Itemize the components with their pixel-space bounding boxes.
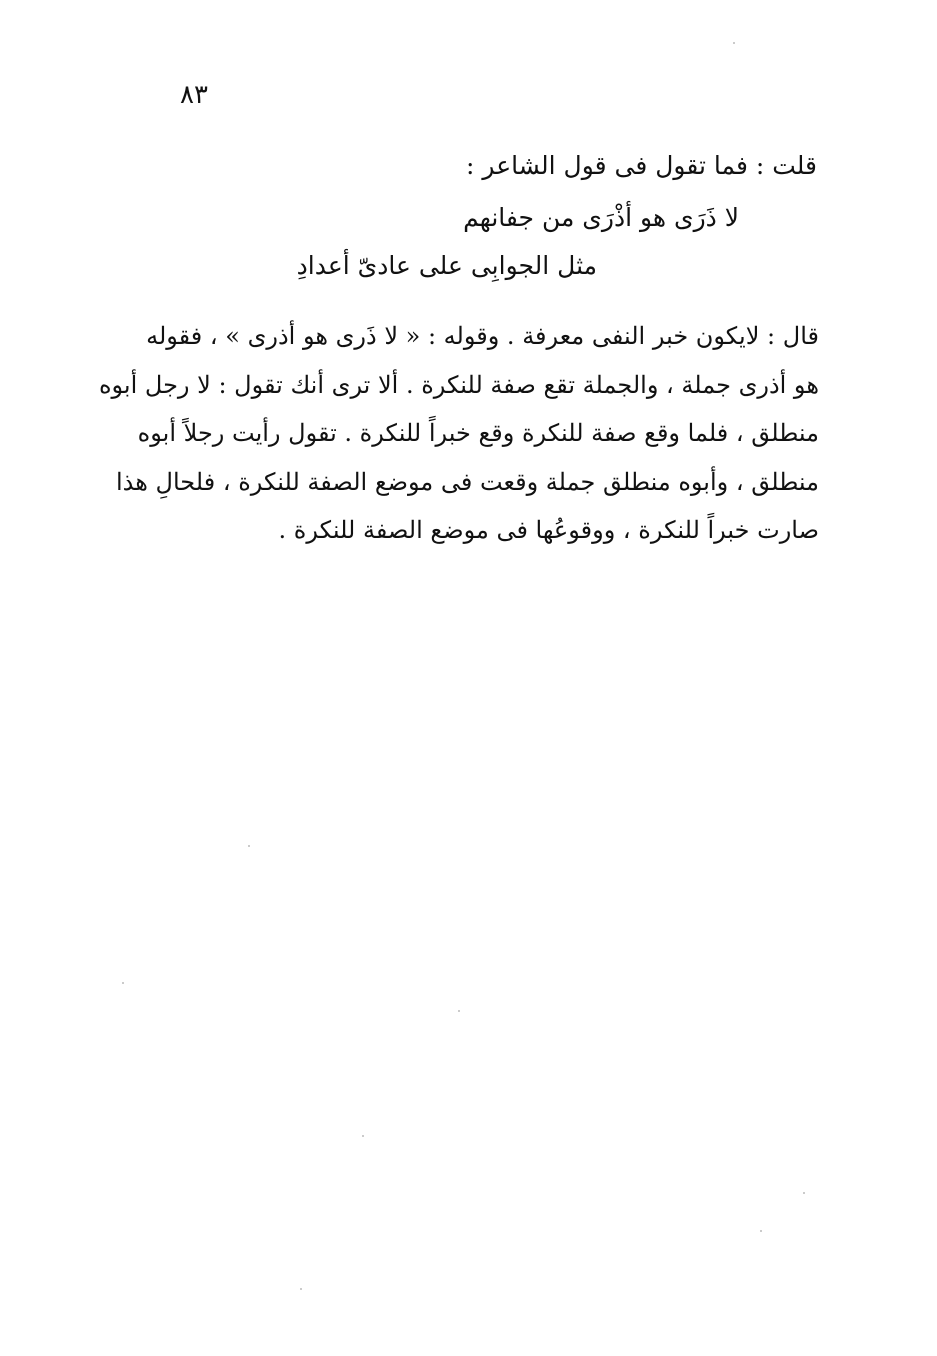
scan-speck bbox=[248, 845, 250, 847]
scan-speck bbox=[760, 1230, 762, 1232]
paragraph-line: منطلق ، وأبوه منطلق جملة وقعت فى موضع الصفة للنكرة ، فلحالِ هذا bbox=[115, 467, 819, 496]
intro-line: قلت : فما تقول فى قول الشاعر : bbox=[466, 151, 817, 180]
commentary-paragraph bbox=[98, 312, 819, 555]
paragraph-line: صارت خبراً للنكرة ، ووقوعُها فى موضع الصفة للنكرة . bbox=[278, 516, 819, 544]
paragraph-line: قال : لايكون خبر النفى معرفة . وقوله : « لا ذَرى هو أذرى » ، فقوله bbox=[146, 322, 819, 350]
scan-speck bbox=[300, 1288, 302, 1290]
verse-second-hemistich: مثل الجوابِى على عادىّ أعدادِ bbox=[296, 251, 597, 280]
scan-speck bbox=[458, 1010, 460, 1012]
paragraph-line: هو أذرى جملة ، والجملة تقع صفة للنكرة . ألا ترى أنك تقول : لا رجل أبوه bbox=[98, 370, 819, 399]
verse-first-hemistich: لا ذَرَى هو أذْرَى من جفانهم bbox=[463, 203, 739, 232]
scan-speck bbox=[733, 42, 735, 44]
page-number: ٨٣ bbox=[180, 80, 208, 110]
paragraph-line: منطلق ، فلما وقع صفة للنكرة وقع خبراً للنكرة . تقول رأيت رجلاً أبوه bbox=[137, 419, 819, 447]
scan-speck bbox=[803, 1192, 805, 1194]
scan-speck bbox=[122, 982, 124, 984]
scan-speck bbox=[362, 1135, 364, 1137]
